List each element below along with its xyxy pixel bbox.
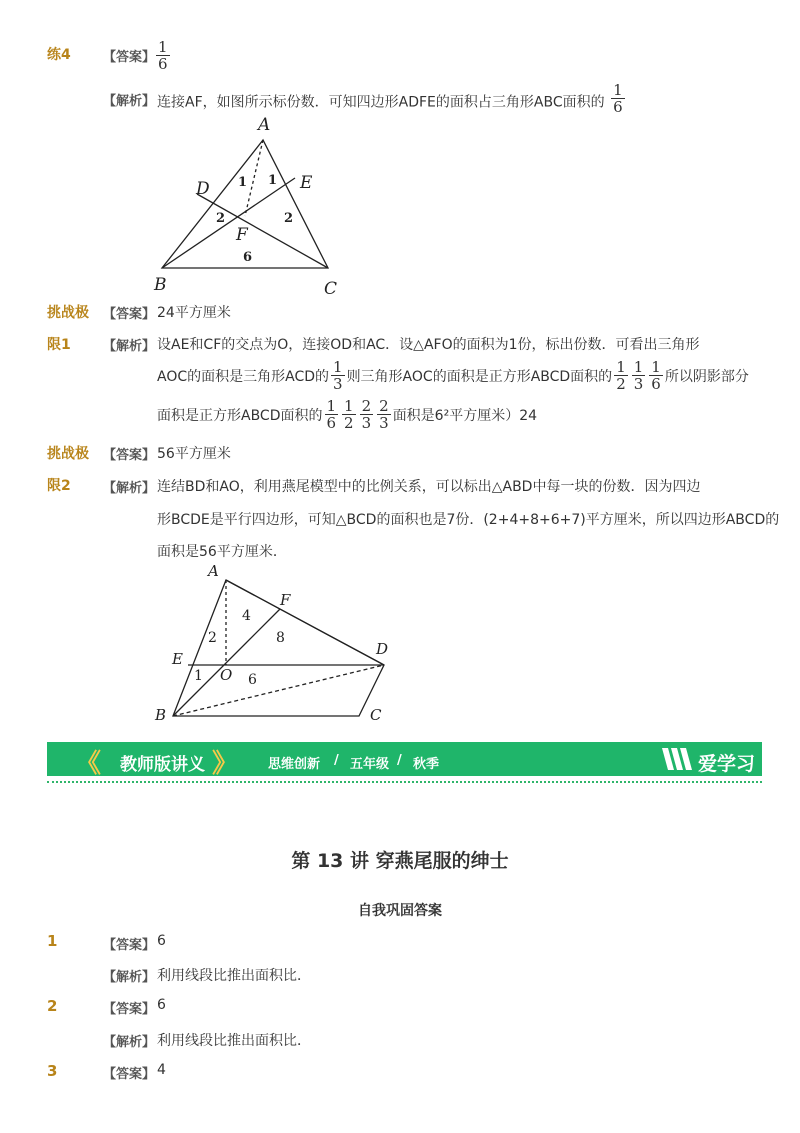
- frac-num: 1: [333, 358, 343, 376]
- vertex-d: D: [376, 640, 389, 658]
- frac-num: 1: [344, 397, 354, 415]
- region-label: 4: [242, 608, 251, 624]
- region-label: 6: [248, 672, 257, 688]
- answer-tag: 【答案】: [103, 1002, 156, 1017]
- answer-value: 6: [157, 997, 166, 1013]
- frac-den: 2: [616, 375, 626, 393]
- segment-fb: [173, 609, 280, 716]
- brand-logo-icon: [660, 746, 694, 772]
- answer-value: 56平方厘米: [157, 446, 231, 462]
- region-label: 1: [238, 175, 248, 190]
- answer-tag: 【答案】: [103, 50, 156, 65]
- analysis-line: [157, 398, 537, 431]
- region-label: 2: [216, 211, 226, 226]
- frac-den: 3: [333, 375, 343, 393]
- chevron-right-icon: 》: [212, 749, 239, 779]
- challenge-label-2: 限1: [47, 337, 71, 353]
- frac-den: 3: [379, 414, 389, 432]
- term-label: 秋季: [413, 757, 440, 772]
- region-label: 2: [208, 630, 217, 646]
- answer-tag: 【答案】: [103, 448, 156, 463]
- frac-num: 1: [158, 38, 168, 56]
- answer-number: 3: [47, 1062, 58, 1080]
- lecture-title: 第 13 讲 穿燕尾服的绅士: [291, 850, 509, 872]
- frac-den: 6: [613, 98, 623, 116]
- analysis-text: 所以阴影部分: [664, 368, 749, 385]
- analysis-text: 利用线段比推出面积比．: [157, 1033, 311, 1049]
- separator: /: [334, 753, 339, 768]
- analysis-tag: 【解析】: [103, 970, 156, 985]
- analysis-sentence: 连接AF，如图所示标份数．可知四边形ADFE的面积占三角形ABC面积的: [157, 94, 605, 111]
- vertex-o: O: [220, 666, 233, 684]
- analysis-line: 连结BD和AO，利用燕尾模型中的比例关系，可以标出△ABD中每一块的份数．因为四边: [157, 479, 701, 495]
- section-subtitle: 自我巩固答案: [358, 903, 442, 919]
- frac-den: 6: [651, 375, 661, 393]
- challenge-label-2: 限2: [47, 478, 71, 494]
- answer-value: 24平方厘米: [157, 305, 231, 321]
- edition-label: 教师版讲义: [120, 755, 205, 775]
- frac-den: 3: [361, 414, 372, 432]
- frac-num: 1: [326, 397, 337, 415]
- answer-tag: 【答案】: [103, 938, 156, 953]
- answer-value: 4: [157, 1062, 166, 1078]
- answer-number: 1: [47, 932, 58, 950]
- quadrilateral-figure: [150, 560, 400, 730]
- region-label: 1: [268, 173, 278, 188]
- answer-tag: 【答案】: [103, 307, 156, 322]
- analysis-tag: 【解析】: [103, 481, 156, 496]
- vertex-c: C: [324, 279, 338, 299]
- analysis-text: 则三角形AOC的面积是正方形ABCD面积的: [346, 368, 613, 385]
- analysis-tag: 【解析】: [103, 339, 156, 354]
- analysis-line: 形BCDE是平行四边形，可知△BCD的面积也是7份．(2+4+8+6+7)平方厘米，所以四边形ABCD的: [157, 512, 780, 528]
- analysis-line: 设AE和CF的交点为O，连接OD和AC．设△AFO的面积为1份，标出份数．可看出三角形: [157, 337, 700, 353]
- segment-eb: [162, 178, 295, 268]
- analysis-tag: 【解析】: [103, 1035, 156, 1050]
- frac-num: 1: [613, 81, 623, 99]
- vertex-c: C: [370, 706, 382, 724]
- vertex-d: D: [196, 179, 210, 199]
- exercise-label: 练4: [47, 47, 71, 63]
- chevron-left-icon: 《: [75, 749, 102, 779]
- vertex-a: A: [208, 562, 219, 580]
- frac-den: 2: [344, 414, 354, 432]
- vertex-b: B: [154, 275, 167, 295]
- frac-den: 3: [633, 375, 644, 393]
- region-label: 2: [284, 211, 294, 226]
- grade-label: 五年级: [350, 757, 390, 772]
- vertex-e: E: [172, 650, 183, 668]
- divider: [47, 781, 762, 783]
- answer-value: 6: [157, 933, 166, 949]
- vertex-f: F: [280, 591, 291, 609]
- vertex-a: A: [258, 115, 271, 135]
- separator: /: [397, 753, 402, 768]
- segment-bd: [173, 665, 384, 716]
- analysis-text: 面积是6²平方厘米）24: [392, 407, 538, 424]
- frac-num: 2: [379, 397, 389, 415]
- region-label: 1: [194, 668, 203, 684]
- region-label: 6: [243, 250, 253, 265]
- answer-number: 2: [47, 997, 58, 1015]
- vertex-b: B: [155, 706, 167, 724]
- frac-num: 1: [633, 358, 644, 376]
- triangle-abc: [162, 140, 328, 268]
- analysis-text: 面积是正方形ABCD面积的: [157, 407, 323, 424]
- brand-name: 爱学习: [698, 753, 756, 775]
- challenge-label: 挑战极: [47, 446, 89, 462]
- vertex-e: E: [300, 173, 313, 193]
- analysis-line: 面积是56平方厘米．: [157, 544, 287, 560]
- frac-den: 6: [158, 55, 168, 73]
- frac-den: 6: [326, 414, 337, 432]
- analysis-line: [157, 359, 749, 392]
- analysis-text: AOC的面积是三角形ACD的: [157, 368, 330, 385]
- frac-num: 1: [616, 358, 626, 376]
- region-label: 8: [276, 630, 285, 646]
- triangle-figure: [150, 112, 350, 302]
- course-name: 思维创新: [268, 757, 321, 772]
- analysis-text: 利用线段比推出面积比．: [157, 968, 311, 984]
- frac-num: 1: [651, 358, 661, 376]
- challenge-label: 挑战极: [47, 305, 89, 321]
- answer-tag: 【答案】: [103, 1067, 156, 1082]
- answer-fraction: [154, 39, 172, 72]
- vertex-f: F: [236, 225, 248, 245]
- frac-num: 2: [361, 397, 372, 415]
- analysis-tag: 【解析】: [103, 94, 156, 109]
